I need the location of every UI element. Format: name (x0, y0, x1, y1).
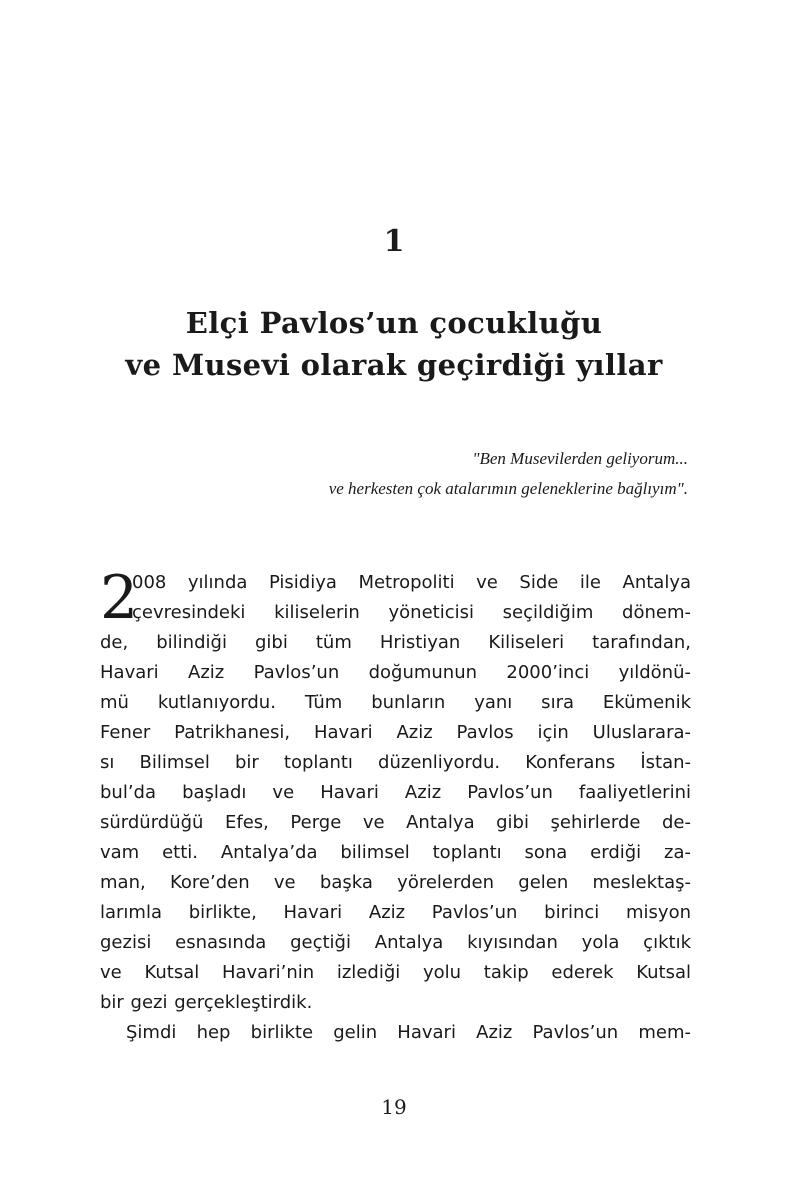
chapter-number: 1 (383, 224, 405, 259)
body-line: larımla birlikte, Havari Aziz Pavlos’un birinci misyon (100, 902, 691, 923)
body-text (100, 563, 691, 1048)
epigraph-line-2: ve herkesten çok atalarımın geleneklerine bağlıyım". (328, 479, 688, 498)
body-line: gezisi esnasında geçtiği Antalya kıyısından yola çıktık (100, 932, 691, 953)
body-line: ve Kutsal Havari’nin izlediği yolu takip ederek Kutsal (100, 962, 691, 983)
body-line: çevresindeki kiliselerin yöneticisi seçildiğim dönem- (132, 602, 691, 623)
body-line: man, Kore’den ve başka yörelerden gelen meslektaş- (100, 872, 691, 893)
body-line: sürdürdüğü Efes, Perge ve Antalya gibi şehirlerde de- (100, 812, 691, 833)
chapter-title-line-1: Elçi Pavlos’un çocukluğu (185, 306, 603, 340)
body-line: vam etti. Antalya’da bilimsel toplantı sona erdiği za- (100, 842, 691, 863)
body-line: bir gezi gerçekleştirdik. (100, 992, 313, 1013)
paragraph-2-line: Şimdi hep birlikte gelin Havari Aziz Pavlos’un mem- (126, 1022, 691, 1043)
body-line: bul’da başladı ve Havari Aziz Pavlos’un faaliyetlerini (100, 782, 691, 803)
body-line: 008 yılında Pisidiya Metropoliti ve Side ile Antalya (132, 572, 691, 593)
drop-cap: 2 (100, 563, 139, 633)
epigraph-line-1: "Ben Musevilerden geliyorum... (472, 449, 688, 468)
body-line: Havari Aziz Pavlos’un doğumunun 2000’inci yıldönü- (100, 662, 691, 683)
page-number: 19 (381, 1095, 407, 1119)
body-line: mü kutlanıyordu. Tüm bunların yanı sıra Ekümenik (100, 692, 691, 713)
body-line: de, bilindiği gibi tüm Hristiyan Kiliseleri tarafından, (100, 632, 691, 653)
chapter-title-line-2: ve Musevi olarak geçirdiği yıllar (125, 348, 663, 382)
body-line: Fener Patrikhanesi, Havari Aziz Pavlos için Uluslarara- (100, 722, 691, 743)
body-line: sı Bilimsel bir toplantı düzenliyordu. Konferans İstan- (100, 752, 691, 773)
chapter-title (0, 302, 788, 386)
epigraph (168, 444, 688, 504)
